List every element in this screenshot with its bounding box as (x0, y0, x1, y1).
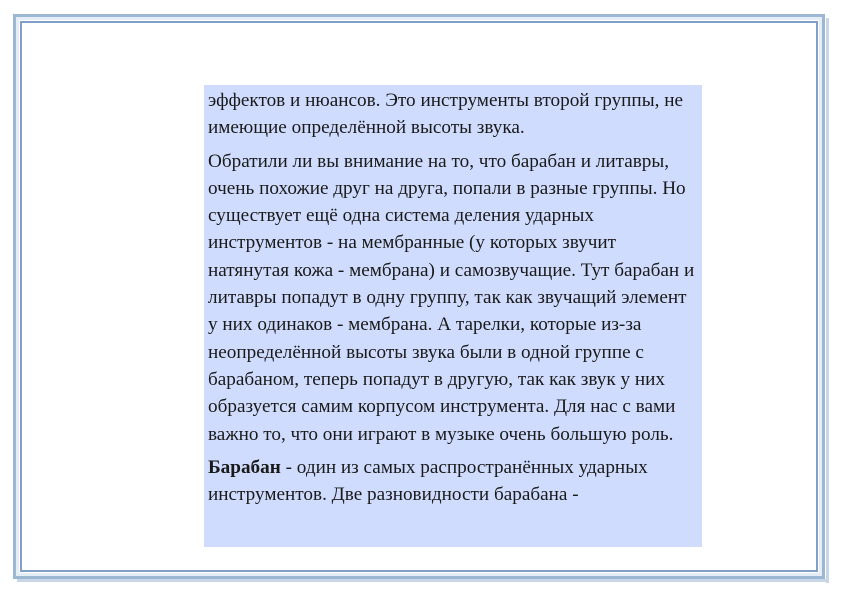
paragraph-2-text: Обратили ли вы внимание на то, что барабан и литавры, очень похожие друг на друга, попали в разные группы. Но существует ещё одна система деления ударных инструментов - на мембранные (у которых звучит натянутая кожа - мембрана) и самозвучащие. Тут барабан и литавры попадут в одну группу, так как звучащий элемент у них одинаков - мембрана. А тарелки, которые из-за неопределённой высоты звука были в одной группе с барабаном, теперь попадут в другую, так как звук у них образуется самим корпусом инструмента. Для нас с вами важно то, что они играют в музыке очень большую роль. (208, 150, 695, 445)
paragraph-3 (208, 454, 698, 509)
frame-shadow-right (826, 18, 829, 583)
paragraph-1 (208, 87, 698, 142)
paragraph-3-bold-term: Барабан (208, 456, 281, 478)
text-box (204, 85, 702, 547)
frame-shadow-bottom (17, 579, 829, 582)
paragraph-1-text: эффектов и нюансов. Это инструменты второй группы, не имеющие определённой высоты звука. (208, 90, 683, 139)
paragraph-2 (208, 148, 698, 448)
paragraph-3-text: - один из самых распространённых ударных инструментов. Две разновидности барабана - (208, 456, 648, 506)
